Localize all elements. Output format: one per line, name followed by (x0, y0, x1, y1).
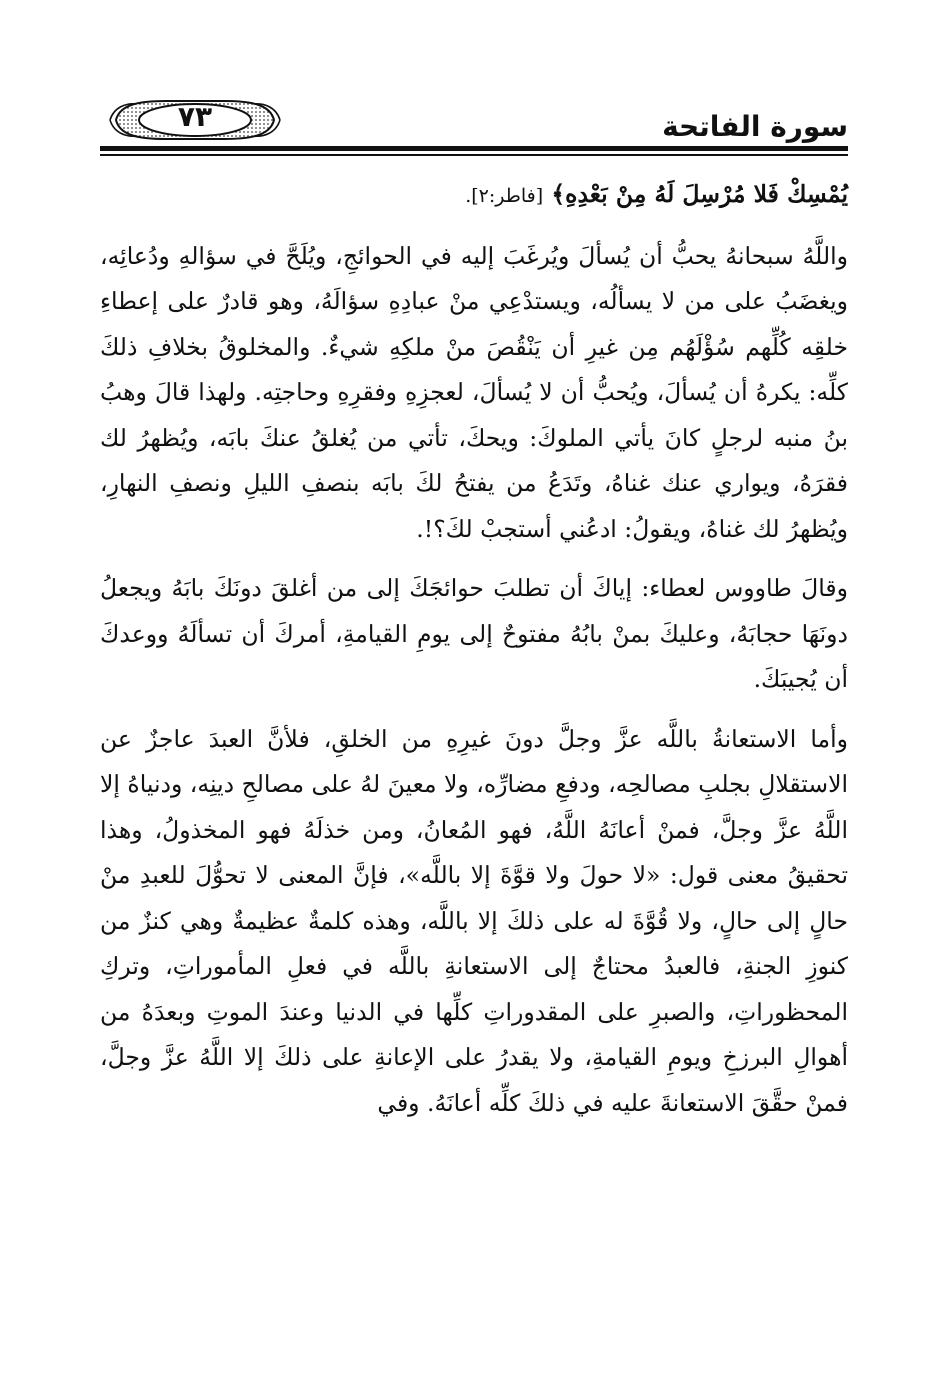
quran-quote-reference: [فاطر:٢]. (465, 185, 544, 207)
page-number: ٧٣ (177, 100, 213, 133)
page-number-badge (106, 98, 284, 142)
page-header (70, 92, 848, 162)
paragraph-2: وقالَ طاووس لعطاء: إياكَ أن تطلبَ حوائجَكَ إلى من أغلقَ دونَكَ بابَهُ ويجعلُ دونَهَا حجابَهُ، وعليكَ بمنْ بابُهُ مفتوحٌ إلى يومِ القيامةِ، أمركَ أن تسألَهُ ووعدكَ أن يُجيبَكَ. (100, 574, 848, 693)
header-rule-thin (100, 154, 848, 156)
page-body (100, 172, 848, 1126)
surah-title: سورة الفاتحة (662, 110, 848, 143)
quran-quote-text: يُمْسِكْ فَلا مُرْسِلَ لَهُ مِنْ بَعْدِهِ﴾ (551, 180, 848, 208)
quran-quote-continuation (100, 172, 848, 220)
header-rule-thick (100, 146, 848, 151)
paragraph-1: واللَّهُ سبحانهُ يحبُّ أن يُسألَ ويُرغَبَ إليه في الحوائجِ، ويُلَحَّ في سؤالهِ ودُعائِه، ويغضَبُ على من لا يسألُه، ويستدْعِي منْ عبادِهِ سؤالَهُ، وهو قادرٌ على إعطاءِ خلقِه كُلِّهم سُؤْلَهُم مِن غيرِ أن يَنْقُصَ منْ ملكِهِ شيءٌ. والمخلوقُ بخلافِ ذلكَ كلِّه: يكرهُ أن يُسألَ، ويُحبُّ أن لا يُسألَ، لعجزِهِ وفقرِهِ وحاجتِه. ولهذا قالَ وهبُ بنُ منبه لرجلٍ كانَ يأتي الملوكَ: ويحكَ، تأتي من يُغلقُ عنكَ بابَه، ويُظهرُ لك فقرَهُ، ويواري عنك غناهُ، وتَدَعُ من يفتحُ لكَ بابَه بنصفِ الليلِ ونصفِ النهارِ، ويُظهرُ لك غناهُ، ويقولُ: ادعُني أستجبْ لكَ؟!. (100, 241, 848, 543)
paragraph-3: وأما الاستعانةُ باللَّه عزَّ وجلَّ دونَ غيرِهِ من الخلقِ، فلأنَّ العبدَ عاجزٌ عن الاستقلالِ بجلبِ مصالحِه، ودفعِ مضارِّه، ولا معينَ لهُ على مصالحِ دينِه، ودنياهُ إلا اللَّهُ عزَّ وجلَّ، فمنْ أعانَهُ اللَّهُ، فهو المُعانُ، ومن خذلَهُ فهو المخذولُ، وهذا تحقيقُ معنى قول: «لا حولَ ولا قوَّةَ إلا باللَّه»، فإنَّ المعنى لا تحوُّلَ للعبدِ منْ حالٍ إلى حالٍ، ولا قُوَّةَ له على ذلكَ إلا باللَّه، وهذه كلمةٌ عظيمةٌ وهي كنزٌ من كنوزِ الجنةِ، فالعبدُ محتاجٌ إلى الاستعانةِ باللَّه في فعلِ المأموراتِ، وتركِ المحظوراتِ، والصبرِ على المقدوراتِ كلِّها في الدنيا وعندَ الموتِ وبعدَهُ من أهوالِ البرزخِ ويومِ القيامةِ، ولا يقدرُ على الإعانةِ على ذلكَ إلا اللَّهُ عزَّ وجلَّ، فمنْ حقَّقَ الاستعانةَ عليه في ذلكَ كلِّه أعانَهُ. وفي (100, 724, 848, 1117)
